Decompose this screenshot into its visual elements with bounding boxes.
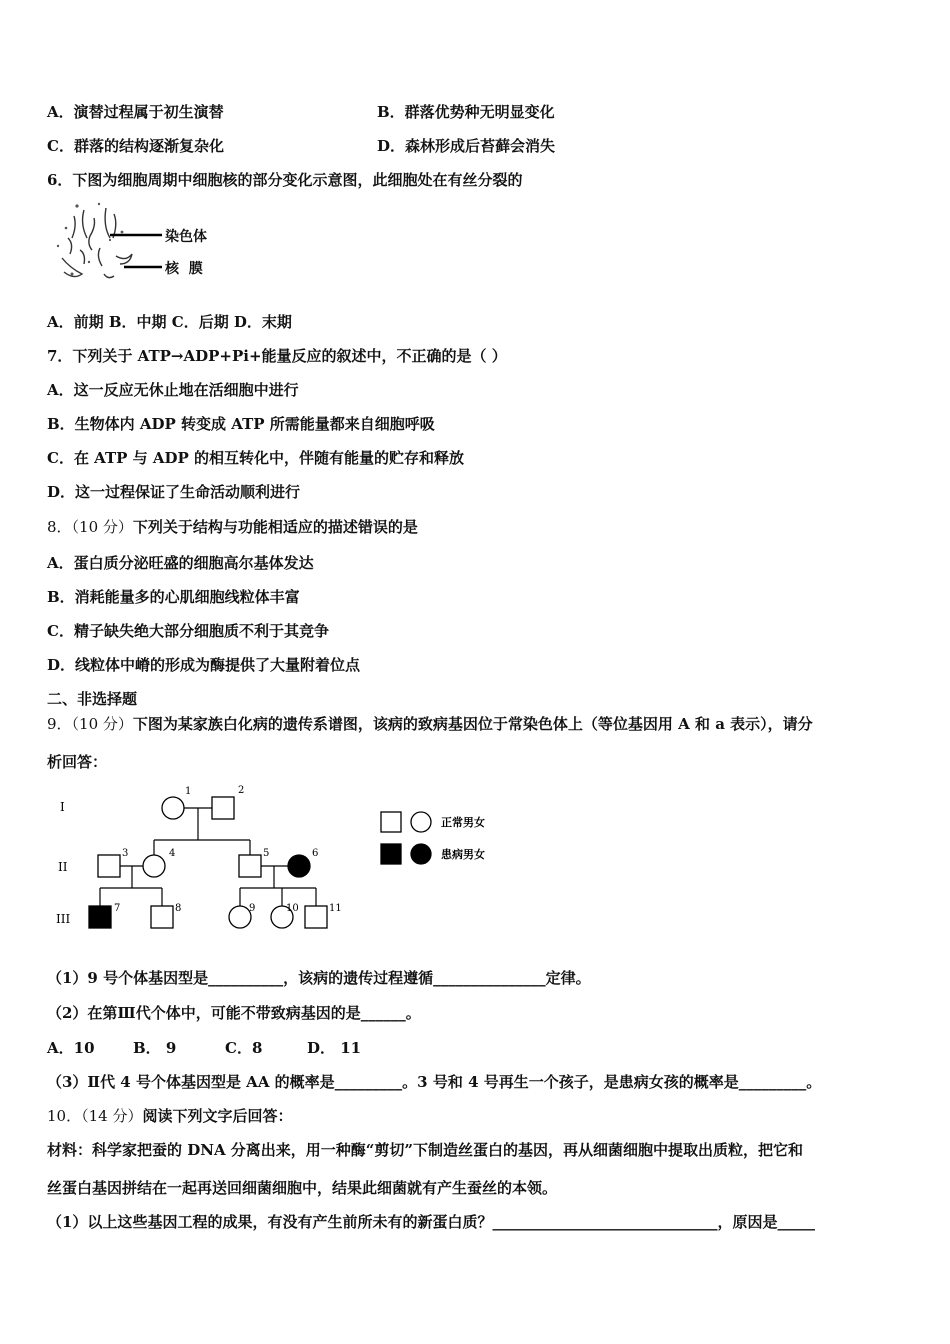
id-10: 10 [286, 903, 299, 914]
individual-7 [89, 906, 111, 928]
q10-stem: 阅读下列文字后回答： [142, 1107, 293, 1125]
q9-number: 9．（10 分） [47, 715, 133, 733]
q8-option-b: B．消耗能量多的心肌细胞线粒体丰富 [47, 588, 300, 606]
q9-sub2-option-c: C．8 [225, 1039, 263, 1057]
individual-4 [143, 855, 165, 877]
id-7: 7 [114, 903, 121, 914]
id-11: 11 [329, 903, 342, 914]
q9-sub2: （2）在第Ⅲ代个体中，可能不带致病基因的是______。 [47, 1004, 421, 1022]
id-1: 1 [185, 786, 192, 797]
q10-material-1: 材料：科学家把蚕的 DNA 分离出来，用一种酶“剪切”下制造丝蛋白的基因，再从细菌细胞中提取出质粒，把它和 [47, 1141, 804, 1159]
q5-option-a: A．演替过程属于初生演替 [47, 103, 224, 121]
individual-3 [98, 855, 120, 877]
id-2: 2 [238, 785, 245, 796]
q10-material-2: 丝蛋白基因拼结在一起再送回细菌细胞中，结果此细菌就有产生蚕丝的本领。 [47, 1179, 558, 1197]
q5-option-c: C．群落的结构逐渐复杂化 [47, 137, 224, 155]
individual-5 [239, 855, 261, 877]
cell-nucleus-figure [44, 198, 224, 298]
gen-label-3: III [56, 912, 71, 926]
id-8: 8 [175, 903, 182, 914]
q10-number: 10．（14 分） [47, 1107, 143, 1125]
id-4: 4 [169, 848, 176, 859]
q10-sub1: （1）以上这些基因工程的成果，有没有产生前所未有的新蛋白质？______________________________，原因是_____ [47, 1213, 815, 1231]
id-3: 3 [122, 848, 129, 859]
q5-option-b: B．群落优势种无明显变化 [377, 103, 555, 121]
q8-stem: 下列关于结构与功能相适应的描述错误的是 [132, 518, 418, 536]
pedigree-chart [44, 780, 514, 940]
gen-label-2: II [58, 860, 68, 874]
individual-6 [288, 855, 310, 877]
individual-9 [229, 906, 251, 928]
q6-options: A．前期 B．中期 C．后期 D．末期 [47, 313, 292, 331]
q10-stem-line [47, 1106, 292, 1126]
q9-sub3: （3）Ⅱ代 4 号个体基因型是 AA 的概率是_________。3 号和 4 号再生一个孩子，是患病女孩的概率是_________。 [47, 1073, 822, 1091]
q8-stem-line [47, 517, 418, 537]
legend-affected-label: 患病男女 [441, 848, 485, 861]
individual-1 [162, 797, 184, 819]
q9-sub2-option-a: A．10 [47, 1039, 95, 1057]
q9-sub1: （1）9 号个体基因型是__________，该病的遗传过程遵循_______________定律。 [47, 969, 591, 987]
q7-stem: 7．下列关于 ATP→ADP+Pi+能量反应的叙述中，不正确的是（ ） [47, 347, 507, 365]
q5-option-d: D．森林形成后苔藓会消失 [377, 137, 556, 155]
q7-option-b: B．生物体内 ADP 转变成 ATP 所需能量都来自细胞呼吸 [47, 415, 435, 433]
q6-stem: 6．下图为细胞周期中细胞核的部分变化示意图，此细胞处在有丝分裂的 [47, 171, 523, 189]
id-9: 9 [249, 903, 256, 914]
nuclear-membrane-label: 核 膜 [165, 261, 203, 277]
q9-stem-1: 下图为某家族白化病的遗传系谱图，该病的致病基因位于常染色体上（等位基因用 A 和 a 表示），请分 [132, 715, 813, 733]
q9-sub2-option-b: B． 9 [133, 1039, 177, 1057]
section-heading: 二、非选择题 [47, 690, 138, 708]
q9-stem-line2: 析回答： [47, 753, 108, 771]
q8-number: 8．（10 分） [47, 518, 133, 536]
q8-option-a: A．蛋白质分泌旺盛的细胞高尔基体发达 [47, 554, 314, 572]
legend-affected-female [411, 844, 431, 864]
q7-option-d: D．这一过程保证了生命活动顺利进行 [47, 483, 301, 501]
cell-nucleus-drawing [44, 198, 224, 298]
id-6: 6 [312, 848, 319, 859]
legend-normal-female [411, 812, 431, 832]
individual-8 [151, 906, 173, 928]
q8-option-c: C．精子缺失绝大部分细胞质不利于其竞争 [47, 622, 329, 640]
gen-label-1: I [60, 800, 65, 814]
q9-stem-line1 [47, 714, 813, 734]
q7-option-c: C．在 ATP 与 ADP 的相互转化中，伴随有能量的贮存和释放 [47, 449, 465, 467]
legend-normal-label: 正常男女 [441, 816, 485, 829]
q9-sub2-option-d: D． 11 [307, 1039, 362, 1057]
individual-2 [212, 797, 234, 819]
individual-11 [305, 906, 327, 928]
legend-normal-male [381, 812, 401, 832]
chromosome-label: 染色体 [165, 229, 207, 245]
id-5: 5 [263, 848, 270, 859]
q8-option-d: D．线粒体中嵴的形成为酶提供了大量附着位点 [47, 656, 361, 674]
q7-option-a: A．这一反应无休止地在活细胞中进行 [47, 381, 299, 399]
legend-affected-male [381, 844, 401, 864]
